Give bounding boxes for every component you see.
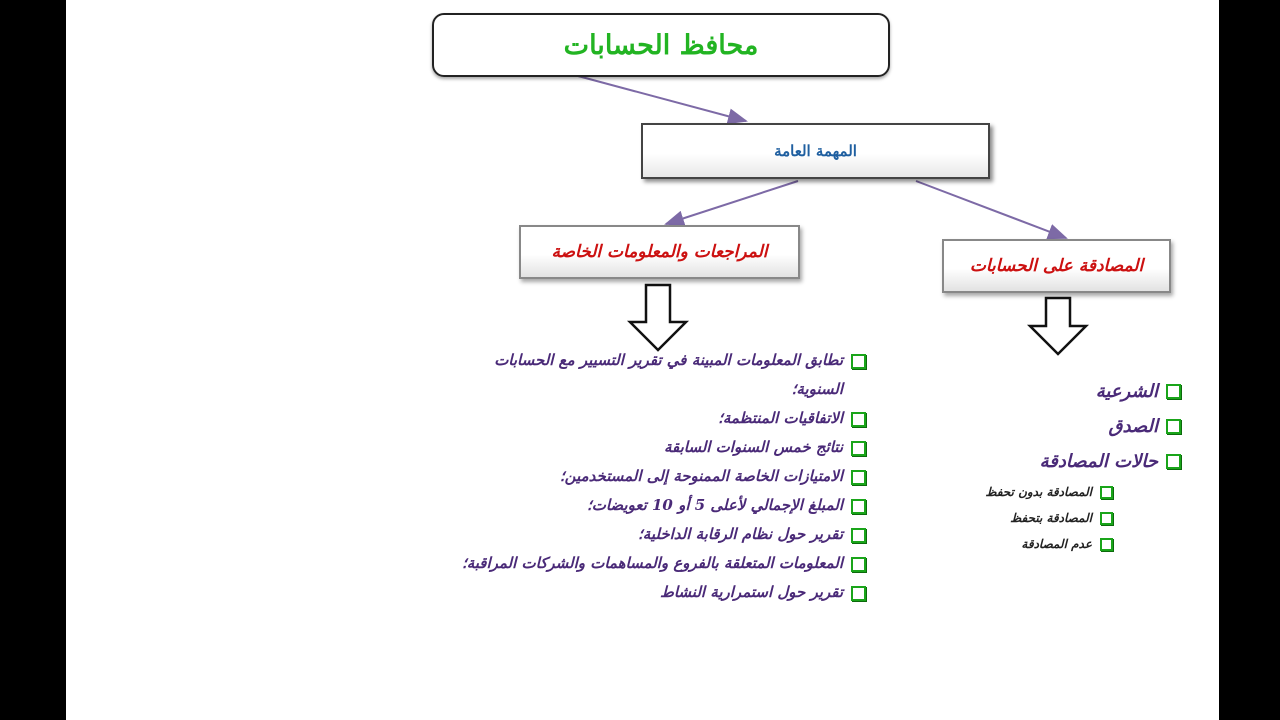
- checkbox-icon: [851, 557, 866, 572]
- general-task-text: المهمة العامة: [774, 142, 857, 160]
- slide: [66, 0, 1219, 720]
- list-item: نتائج خمس السنوات السابقة: [456, 433, 866, 462]
- checkbox-icon: [851, 412, 866, 427]
- general-task-box: [641, 123, 990, 179]
- certification-box: [942, 239, 1171, 293]
- checkbox-icon: [1166, 454, 1181, 469]
- list-item: الاتفاقيات المنتظمة؛: [456, 404, 866, 433]
- checkbox-icon: [1100, 486, 1113, 499]
- checkbox-icon: [1166, 384, 1181, 399]
- checkbox-icon: [851, 528, 866, 543]
- list-item: تطابق المعلومات المبينة في تقرير التسيير مع الحسابات السنوية؛: [456, 346, 866, 404]
- certification-label: المصادقة على الحسابات: [969, 256, 1144, 276]
- checkbox-icon: [1166, 419, 1181, 434]
- checkbox-icon: [851, 586, 866, 601]
- checkbox-icon: [1100, 538, 1113, 551]
- list-item: تقرير حول استمرارية النشاط: [456, 578, 866, 607]
- title-box: [432, 13, 890, 77]
- list-item: المبلغ الإجمالي لأعلى 5 أو 10 تعويضات؛: [456, 491, 866, 520]
- connector-title-to-general: [578, 76, 746, 121]
- list-item: الشرعية: [981, 374, 1181, 409]
- down-arrow-certification-icon: [1030, 298, 1086, 354]
- list-item: الامتيازات الخاصة الممنوحة إلى المستخدمين؛: [456, 462, 866, 491]
- checkbox-icon: [851, 470, 866, 485]
- certification-sub-list: [913, 479, 1113, 557]
- list-item: المصادقة بتحفظ: [913, 505, 1113, 531]
- list-item: تقرير حول نظام الرقابة الداخلية؛: [456, 520, 866, 549]
- list-item: حالات المصادقة: [981, 444, 1181, 479]
- list-item: عدم المصادقة: [913, 531, 1113, 557]
- list-item: الصدق: [981, 409, 1181, 444]
- checkbox-icon: [851, 354, 866, 369]
- checkbox-icon: [851, 441, 866, 456]
- title-text: محافظ الحسابات: [563, 29, 759, 61]
- references-list: [456, 346, 866, 607]
- list-item: المعلومات المتعلقة بالفروع والمساهمات والشركات المراقبة؛: [456, 549, 866, 578]
- checkbox-icon: [851, 499, 866, 514]
- down-arrow-references-icon: [630, 285, 686, 350]
- certification-list: [981, 374, 1181, 479]
- checkbox-icon: [1100, 512, 1113, 525]
- references-label: المراجعات والمعلومات الخاصة: [551, 242, 768, 262]
- list-item: المصادقة بدون تحفظ: [913, 479, 1113, 505]
- connector-general-to-references: [666, 181, 798, 224]
- connector-general-to-certification: [916, 181, 1066, 238]
- references-box: [519, 225, 800, 279]
